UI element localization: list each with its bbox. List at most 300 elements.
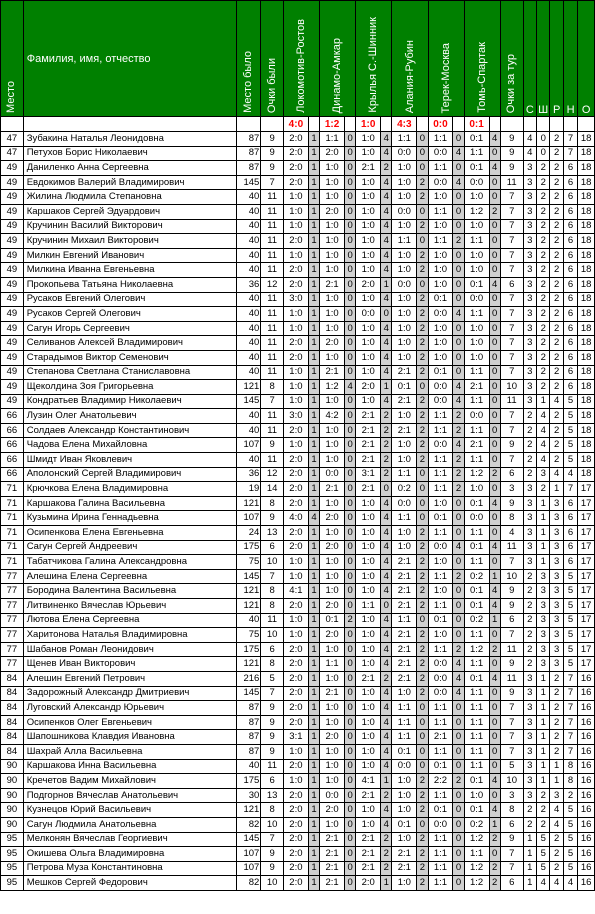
bet-cell: 1:1 (428, 701, 453, 716)
bet-points-cell: 1 (308, 248, 319, 263)
bet-points-cell: 0 (344, 584, 355, 599)
bet-cell: 1:1 (464, 759, 489, 774)
bet-points-cell: 0 (417, 234, 428, 249)
table-row (1, 803, 595, 818)
bet-points-cell: 4 (453, 540, 464, 555)
prev-points-cell: 11 (261, 423, 284, 438)
prev-points-cell: 9 (261, 132, 284, 147)
bet-cell: 2:1 (356, 788, 381, 803)
bet-cell: 2:0 (320, 628, 345, 643)
bet-cell: 1:2 (464, 876, 489, 891)
stat-cell: 7 (563, 482, 577, 497)
stat-cell: 18 (578, 336, 595, 351)
bet-cell: 1:1 (464, 146, 489, 161)
bet-cell: 2:1 (320, 482, 345, 497)
round-points-cell: 6 (500, 277, 523, 292)
stat-cell: 1 (523, 847, 536, 862)
participant-name: Лютова Елена Сергеевна (23, 613, 236, 628)
bet-points-cell: 0 (344, 132, 355, 147)
bet-cell: 1:0 (428, 277, 453, 292)
place-cell: 95 (1, 832, 24, 847)
participant-name: Подгорнов Вячеслав Анатольевич (23, 788, 236, 803)
bet-cell: 2:0 (284, 453, 309, 468)
bet-points-cell: 1 (308, 584, 319, 599)
prev-points-cell: 8 (261, 380, 284, 395)
bet-cell: 1:0 (428, 263, 453, 278)
participant-name: Шахрай Алла Васильевна (23, 744, 236, 759)
bet-cell: 1:0 (284, 380, 309, 395)
table-row (1, 321, 595, 336)
stat-cell: 4 (563, 467, 577, 482)
bet-points-cell: 0 (489, 657, 500, 672)
bet-points-cell: 0 (489, 438, 500, 453)
bet-points-cell: 0 (417, 467, 428, 482)
bet-cell: 1:0 (356, 817, 381, 832)
bet-cell: 2:1 (392, 365, 417, 380)
bet-points-cell: 2 (489, 467, 500, 482)
bet-points-cell: 4 (489, 277, 500, 292)
place-cell: 71 (1, 496, 24, 511)
participant-name: Сагун Игорь Сергеевич (23, 321, 236, 336)
prev-place-cell: 87 (236, 730, 261, 745)
bet-points-cell: 2 (417, 307, 428, 322)
table-row (1, 584, 595, 599)
bet-cell: 2:0 (320, 204, 345, 219)
bet-points-cell: 0 (489, 234, 500, 249)
place-cell: 49 (1, 350, 24, 365)
prev-place-cell: 40 (236, 453, 261, 468)
bet-cell: 1:1 (464, 307, 489, 322)
stat-cell: 1 (537, 701, 550, 716)
stat-cell: 3 (550, 555, 563, 570)
bet-points-cell: 1 (308, 774, 319, 789)
bet-cell: 2:0 (284, 526, 309, 541)
table-row (1, 569, 595, 584)
stat-cell: 4 (537, 876, 550, 891)
bet-points-cell: 4 (381, 219, 392, 234)
participant-name: Аполонский Сергей Владимирович (23, 467, 236, 482)
table-row (1, 248, 595, 263)
bet-cell: 1:1 (320, 657, 345, 672)
stat-cell: 5 (537, 832, 550, 847)
bet-points-cell: 1 (308, 686, 319, 701)
table-row (1, 715, 595, 730)
bet-cell: 2:0 (284, 263, 309, 278)
prev-points-cell: 11 (261, 263, 284, 278)
bet-cell: 1:0 (356, 248, 381, 263)
prev-place-cell: 40 (236, 759, 261, 774)
stat-cell: 1 (523, 876, 536, 891)
bet-points-cell: 4 (489, 132, 500, 147)
bet-cell: 1:0 (284, 613, 309, 628)
table-row (1, 657, 595, 672)
bet-cell: 1:0 (356, 555, 381, 570)
bet-points-cell: 0 (489, 248, 500, 263)
bet-cell: 1:0 (284, 569, 309, 584)
prev-points-cell: 9 (261, 715, 284, 730)
round-points-cell: 7 (500, 861, 523, 876)
bet-cell: 2:0 (356, 876, 381, 891)
table-row (1, 380, 595, 395)
bet-points-cell: 2 (381, 423, 392, 438)
participant-name: Щеколдина Зоя Григорьевна (23, 380, 236, 395)
stat-cell: 3 (523, 204, 536, 219)
prev-place-cell: 40 (236, 234, 261, 249)
participant-name: Литвиненко Вячеслав Юрьевич (23, 599, 236, 614)
bet-points-cell: 0 (489, 190, 500, 205)
participant-name: Алешин Евгений Петрович (23, 671, 236, 686)
participant-name: Зубакина Наталья Леонидовна (23, 132, 236, 147)
stat-cell: 6 (563, 277, 577, 292)
bet-cell: 0:0 (428, 146, 453, 161)
bet-cell: 1:1 (356, 599, 381, 614)
bet-cell: 1:0 (320, 817, 345, 832)
stat-cell: 5 (563, 569, 577, 584)
bet-points-cell: 1 (308, 263, 319, 278)
bet-points-cell: 4 (453, 671, 464, 686)
bet-cell: 1:0 (464, 321, 489, 336)
round-points-cell: 11 (500, 394, 523, 409)
round-points-cell: 3 (500, 482, 523, 497)
bet-cell: 1:1 (428, 467, 453, 482)
bet-cell: 1:1 (464, 744, 489, 759)
bet-cell: 0:1 (392, 817, 417, 832)
round-points-cell: 7 (500, 292, 523, 307)
bet-points-cell: 0 (453, 350, 464, 365)
prev-points-cell: 11 (261, 350, 284, 365)
bet-points-cell: 4 (381, 175, 392, 190)
stat-cell: 2 (550, 146, 563, 161)
bet-cell: 1:0 (284, 744, 309, 759)
bet-points-cell: 1 (308, 132, 319, 147)
bet-cell: 1:0 (284, 394, 309, 409)
stat-cell: 2 (550, 453, 563, 468)
prev-points-cell: 9 (261, 511, 284, 526)
round-points-cell: 10 (500, 569, 523, 584)
prev-place-cell: 145 (236, 394, 261, 409)
bet-points-cell: 0 (453, 613, 464, 628)
bet-cell: 2:0 (284, 161, 309, 176)
place-cell: 95 (1, 847, 24, 862)
bet-points-cell: 0 (489, 453, 500, 468)
bet-points-cell: 0 (489, 847, 500, 862)
stat-cell: 3 (537, 569, 550, 584)
participant-name: Мелконян Вячеслав Георгиевич (23, 832, 236, 847)
participant-name: Окишева Ольга Владимировна (23, 847, 236, 862)
bet-cell: 1:0 (320, 774, 345, 789)
round-points-cell: 7 (500, 219, 523, 234)
bet-cell: 1:0 (356, 803, 381, 818)
place-cell: 90 (1, 788, 24, 803)
participant-name: Евдокимов Валерий Владимирович (23, 175, 236, 190)
bet-cell: 1:1 (428, 423, 453, 438)
round-points-cell: 7 (500, 365, 523, 380)
header-round-points: Очки за тур (500, 1, 523, 117)
bet-points-cell: 4 (489, 584, 500, 599)
bet-points-cell: 0 (453, 292, 464, 307)
header-stat-s: С (523, 1, 536, 117)
stat-cell: 3 (523, 380, 536, 395)
place-cell: 66 (1, 409, 24, 424)
stat-cell: 3 (537, 613, 550, 628)
prev-points-cell: 6 (261, 642, 284, 657)
bet-points-cell: 0 (344, 774, 355, 789)
stat-cell: 3 (523, 526, 536, 541)
bet-points-cell: 0 (489, 350, 500, 365)
participant-name: Кузнецов Юрий Васильевич (23, 803, 236, 818)
bet-points-cell: 0 (344, 175, 355, 190)
table-row (1, 496, 595, 511)
stat-cell: 7 (563, 146, 577, 161)
bet-cell: 1:0 (428, 584, 453, 599)
bet-points-cell: 4 (489, 803, 500, 818)
prev-place-cell: 24 (236, 526, 261, 541)
round-points-cell: 7 (500, 204, 523, 219)
bet-points-cell: 2 (417, 365, 428, 380)
stat-cell: 18 (578, 307, 595, 322)
bet-points-cell: 2 (417, 292, 428, 307)
stat-cell: 3 (550, 642, 563, 657)
stat-cell: 3 (550, 613, 563, 628)
bet-points-cell: 2 (453, 642, 464, 657)
bet-cell: 1:1 (428, 409, 453, 424)
prev-place-cell: 40 (236, 350, 261, 365)
stat-cell: 2 (537, 321, 550, 336)
stat-cell: 1 (537, 686, 550, 701)
prev-place-cell: 40 (236, 204, 261, 219)
stat-cell: 7 (563, 701, 577, 716)
prev-points-cell: 11 (261, 219, 284, 234)
bet-points-cell: 0 (453, 248, 464, 263)
bet-points-cell: 4 (381, 657, 392, 672)
bet-cell: 2:0 (320, 146, 345, 161)
place-cell: 77 (1, 657, 24, 672)
participant-name: Кузьмина Ирина Геннадьевна (23, 511, 236, 526)
stat-cell: 6 (563, 380, 577, 395)
bet-cell: 2:0 (284, 146, 309, 161)
bet-cell: 2:1 (320, 832, 345, 847)
table-row (1, 146, 595, 161)
prev-points-cell: 8 (261, 803, 284, 818)
bet-points-cell: 2 (453, 467, 464, 482)
stat-cell: 2 (537, 380, 550, 395)
stat-cell: 3 (550, 599, 563, 614)
bet-cell: 1:1 (428, 569, 453, 584)
stat-cell: 4 (523, 132, 536, 147)
bet-cell: 1:0 (320, 219, 345, 234)
bet-cell: 1:0 (284, 438, 309, 453)
stat-cell: 18 (578, 394, 595, 409)
stat-cell: 3 (523, 161, 536, 176)
bet-points-cell: 1 (308, 365, 319, 380)
bet-cell: 1:0 (356, 511, 381, 526)
bet-cell: 1:2 (320, 380, 345, 395)
bet-points-cell: 0 (489, 628, 500, 643)
bet-points-cell: 2 (417, 803, 428, 818)
prev-place-cell: 145 (236, 686, 261, 701)
bet-points-cell: 0 (417, 161, 428, 176)
bet-points-cell: 0 (453, 803, 464, 818)
bet-points-cell: 0 (489, 336, 500, 351)
bet-cell: 0:0 (392, 204, 417, 219)
bet-points-cell: 2 (453, 409, 464, 424)
bet-cell: 1:0 (392, 526, 417, 541)
bet-cell: 1:0 (464, 482, 489, 497)
stat-cell: 3 (523, 292, 536, 307)
prev-place-cell: 145 (236, 569, 261, 584)
bet-points-cell: 0 (489, 175, 500, 190)
stat-cell: 2 (550, 336, 563, 351)
stat-cell: 1 (537, 774, 550, 789)
bet-points-cell: 4 (381, 555, 392, 570)
bet-points-cell: 0 (453, 511, 464, 526)
bet-cell: 1:0 (320, 248, 345, 263)
actual-score: 4:3 (392, 117, 417, 132)
bet-cell: 1:0 (392, 307, 417, 322)
bet-points-cell: 1 (308, 847, 319, 862)
bet-points-cell: 2 (417, 350, 428, 365)
bet-points-cell: 2 (344, 613, 355, 628)
participant-name: Щенев Иван Викторович (23, 657, 236, 672)
bet-points-cell: 0 (489, 730, 500, 745)
table-row (1, 642, 595, 657)
round-points-cell: 7 (500, 453, 523, 468)
stat-cell: 16 (578, 671, 595, 686)
bet-points-cell: 0 (344, 365, 355, 380)
bet-cell: 0:1 (464, 803, 489, 818)
bet-cell: 0:1 (464, 132, 489, 147)
bet-cell: 0:0 (320, 788, 345, 803)
place-cell: 95 (1, 876, 24, 891)
bet-cell: 0:0 (464, 511, 489, 526)
place-cell: 66 (1, 423, 24, 438)
table-row (1, 701, 595, 716)
bet-cell: 2:0 (284, 482, 309, 497)
bet-points-cell: 4 (381, 496, 392, 511)
prev-points-cell: 12 (261, 467, 284, 482)
stat-cell: 2 (537, 234, 550, 249)
bet-cell: 1:0 (392, 175, 417, 190)
table-row (1, 175, 595, 190)
bet-points-cell: 2 (417, 175, 428, 190)
stat-cell: 4 (550, 803, 563, 818)
stat-cell: 1 (537, 671, 550, 686)
bet-cell: 1:0 (284, 248, 309, 263)
bet-cell: 2:0 (284, 496, 309, 511)
round-points-cell: 7 (500, 847, 523, 862)
stat-cell: 18 (578, 423, 595, 438)
place-cell: 77 (1, 628, 24, 643)
bet-points-cell: 4 (381, 190, 392, 205)
bet-cell: 1:0 (356, 569, 381, 584)
stat-cell: 3 (523, 350, 536, 365)
bet-points-cell: 2 (417, 219, 428, 234)
bet-cell: 1:1 (464, 555, 489, 570)
bet-cell: 0:0 (428, 657, 453, 672)
bet-cell: 2:0 (284, 788, 309, 803)
bet-points-cell: 2 (417, 788, 428, 803)
bet-cell: 1:1 (428, 744, 453, 759)
bet-cell: 1:0 (284, 307, 309, 322)
participant-name: Крючкова Елена Владимировна (23, 482, 236, 497)
stat-cell: 2 (537, 336, 550, 351)
bet-points-cell: 4 (381, 336, 392, 351)
bet-cell: 1:0 (356, 190, 381, 205)
stat-cell: 16 (578, 686, 595, 701)
stat-cell: 2 (523, 569, 536, 584)
bet-points-cell: 0 (453, 759, 464, 774)
bet-cell: 1:0 (356, 686, 381, 701)
table-row (1, 599, 595, 614)
bet-cell: 1:0 (392, 292, 417, 307)
stat-cell: 3 (537, 628, 550, 643)
bet-points-cell: 4 (453, 657, 464, 672)
stat-cell: 2 (523, 613, 536, 628)
bet-cell: 1:1 (428, 453, 453, 468)
bet-cell: 1:0 (356, 204, 381, 219)
bet-cell: 0:0 (428, 540, 453, 555)
stat-cell: 1 (550, 759, 563, 774)
round-points-cell: 11 (500, 671, 523, 686)
bet-cell: 2:1 (320, 365, 345, 380)
bet-cell: 1:1 (392, 234, 417, 249)
bet-cell: 1:1 (464, 657, 489, 672)
stat-cell: 2 (523, 642, 536, 657)
header-match-5: Терек-Москва (428, 1, 464, 117)
prev-place-cell: 40 (236, 365, 261, 380)
bet-cell: 1:0 (356, 350, 381, 365)
bet-points-cell: 2 (417, 423, 428, 438)
bet-points-cell: 0 (453, 861, 464, 876)
stat-cell: 18 (578, 132, 595, 147)
stat-cell: 6 (563, 204, 577, 219)
bet-points-cell: 2 (417, 540, 428, 555)
bet-points-cell: 0 (453, 219, 464, 234)
participant-name: Солдаев Александр Константинович (23, 423, 236, 438)
bet-cell: 0:0 (428, 686, 453, 701)
bet-cell: 1:0 (464, 350, 489, 365)
table-row (1, 292, 595, 307)
bet-cell: 1:0 (320, 642, 345, 657)
stat-cell: 3 (523, 336, 536, 351)
stat-cell: 6 (563, 234, 577, 249)
place-cell: 47 (1, 132, 24, 147)
bet-points-cell: 1 (308, 423, 319, 438)
stat-cell: 1 (523, 861, 536, 876)
round-points-cell: 10 (500, 380, 523, 395)
bet-points-cell: 1 (308, 321, 319, 336)
bet-points-cell: 0 (453, 788, 464, 803)
bet-points-cell: 0 (344, 234, 355, 249)
bet-cell: 2:0 (284, 701, 309, 716)
stat-cell: 2 (550, 219, 563, 234)
bet-points-cell: 2 (417, 190, 428, 205)
bet-points-cell: 0 (453, 847, 464, 862)
stat-cell: 2 (550, 132, 563, 147)
header-stat-r: Р (550, 1, 563, 117)
bet-cell: 1:0 (392, 409, 417, 424)
stat-cell: 3 (523, 365, 536, 380)
stat-cell: 2 (550, 730, 563, 745)
stat-cell: 18 (578, 248, 595, 263)
bet-cell: 1:0 (356, 292, 381, 307)
bet-points-cell: 0 (344, 292, 355, 307)
stat-cell: 1 (537, 526, 550, 541)
bet-points-cell: 2 (417, 642, 428, 657)
stat-cell: 3 (523, 307, 536, 322)
bet-points-cell: 0 (344, 817, 355, 832)
bet-cell: 1:0 (392, 540, 417, 555)
